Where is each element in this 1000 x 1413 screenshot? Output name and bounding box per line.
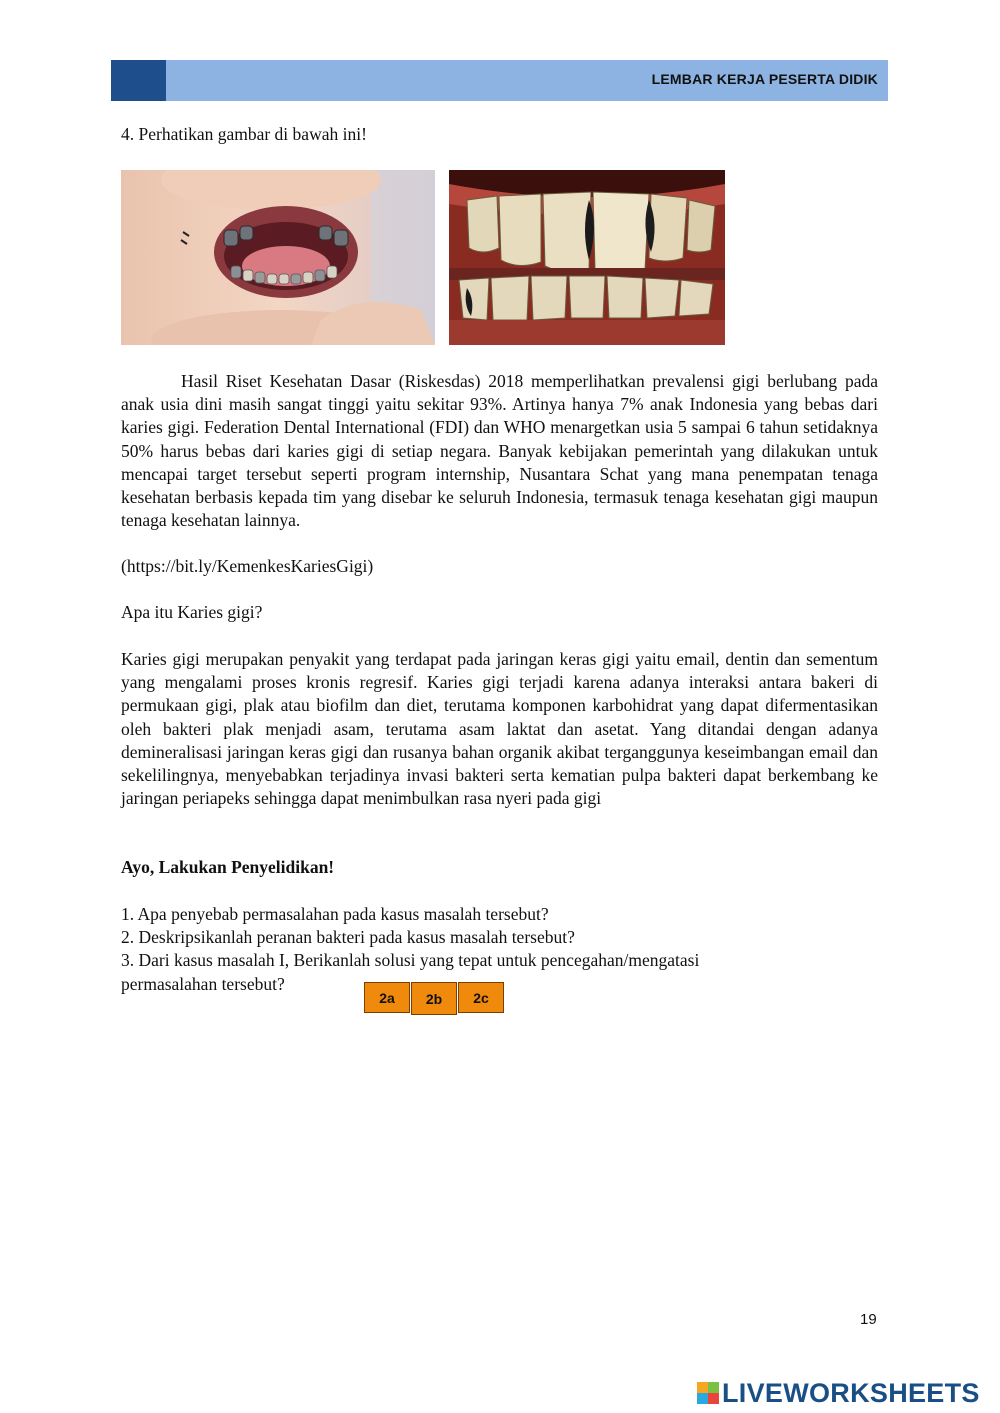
riset-paragraph: Hasil Riset Kesehatan Dasar (Riskesdas) 2018 memperlihatkan prevalensi gigi berlubang pada anak usia dini masih sangat tinggi yaitu sekitar 93%. Artinya hanya 7% anak Indonesia yang bebas dari karies gigi. Federation Dental International (FDI) dan WHO menargetkan usia 5 sampai 6 tahun setidaknya 50% harus bebas dari karies gigi di setiap negara. Banyak kebijakan pemerintah yang dilakukan untuk mencapai target tersebut seperti program internship, Nusantara Schat yang mana penempatan tenaga kesehatan berbasis kepada tim yang disebar ke seluruh Indonesia, termasuk tenaga kesehatan gigi maupun tenaga kesehatan lainnya. <box>121 371 878 531</box>
liveworksheets-logo-icon <box>697 1382 719 1404</box>
source-link: (https://bit.ly/KemenkesKariesGigi) <box>121 556 374 576</box>
header-bar <box>111 60 888 101</box>
task-item: permasalahan tersebut? <box>121 973 285 994</box>
header-accent-block <box>111 60 166 101</box>
task-item: 2. Deskripsikanlah peranan bakteri pada kasus masalah tersebut? <box>121 927 575 948</box>
answer-button-2c[interactable]: 2c <box>458 982 504 1013</box>
page-number: 19 <box>860 1311 877 1328</box>
photo-child-caries <box>121 170 435 345</box>
task-item: 1. Apa penyebab permasalahan pada kasus masalah tersebut? <box>121 904 549 924</box>
section-heading: Ayo, Lakukan Penyelidikan! <box>121 857 335 877</box>
karies-heading: Apa itu Karies gigi? <box>121 602 263 622</box>
answer-button-group <box>364 982 505 1015</box>
header-title: LEMBAR KERJA PESERTA DIDIK <box>651 71 878 87</box>
liveworksheets-logo[interactable] <box>697 1378 980 1408</box>
answer-button-2b[interactable]: 2b <box>411 982 457 1015</box>
answer-button-2a[interactable]: 2a <box>364 982 410 1013</box>
question-title: 4. Perhatikan gambar di bawah ini! <box>121 124 367 144</box>
liveworksheets-logo-text: LIVEWORKSHEETS <box>722 1377 980 1408</box>
photo-adult-caries <box>449 170 725 345</box>
karies-paragraph: Karies gigi merupakan penyakit yang terdapat pada jaringan keras gigi yaitu email, dentin dan sementum yang mengalami proses kronis regresif. Karies gigi terjadi karena adanya interaksi antara bakeri di permukaan gigi, plak atau biofilm dan diet, terutama komponen karbohidrat yang dapat difermentasikan oleh bakteri plak menjadi asam, terutama asam laktat dan asetat. Yang ditandai dengan adanya demineralisasi jaringan keras gigi dan rusanya bahan organik akibat terganggunya keseimbangan email dan sekelilingnya, menyebabkan terjadinya invasi bakteri serta kematian pulpa bakteri dapat berkembang ke jaringan periapeks sehingga dapat menimbulkan rasa nyeri pada gigi <box>121 649 878 809</box>
task-item: 3. Dari kasus masalah I, Berikanlah solusi yang tepat untuk pencegahan/mengatasi <box>121 950 700 971</box>
